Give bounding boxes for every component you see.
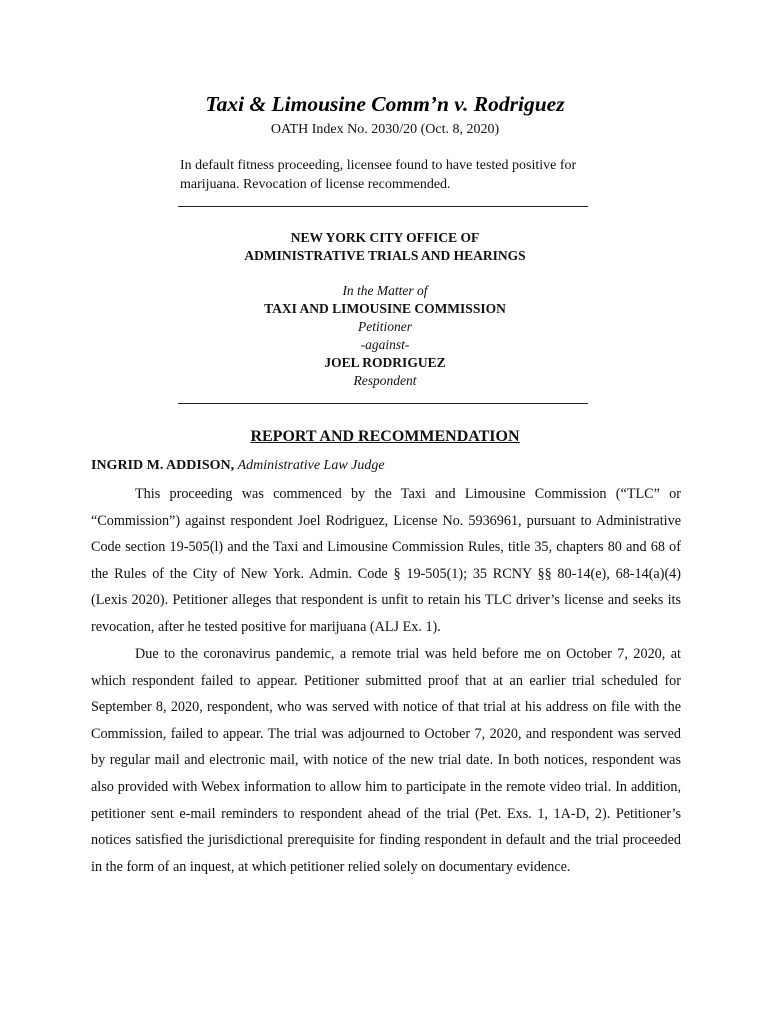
judge-name: INGRID M. ADDISON,: [91, 458, 235, 473]
case-caption: [0, 282, 770, 390]
respondent-name: JOEL RODRIGUEZ: [324, 355, 446, 370]
report-heading: [0, 428, 770, 446]
office-line-1: NEW YORK CITY OFFICE OF: [290, 230, 480, 245]
report-heading-text: REPORT AND RECOMMENDATION: [250, 428, 520, 445]
judge-line: [91, 458, 385, 474]
against-label: -against-: [360, 337, 410, 352]
matter-label: In the Matter of: [342, 283, 428, 298]
office-line-2: ADMINISTRATIVE TRIALS AND HEARINGS: [244, 248, 526, 263]
divider-top: [178, 206, 588, 207]
index-number: OATH Index No. 2030/20 (Oct. 8, 2020): [270, 122, 500, 137]
body-paragraph-1: This proceeding was commenced by the Taxi and Limousine Commission (“TLC” or “Commission”) against respondent Joel Rodriguez, License No. 5936961, pursuant to Administrative Code section 19-505(l) and the Taxi and Limousine Commission Rules, title 35, chapters 80 and 68 of the Rules of the City of New York. Admin. Code § 19-505(1); 35 RCNY §§ 80-14(e), 68-14(a)(4) (Lexis 2020). Petitioner alleges that respondent is unfit to retain his TLC driver’s license and seeks its revocation, after he tested positive for marijuana (ALJ Ex. 1).: [91, 486, 681, 635]
office-name: [0, 229, 770, 265]
case-title: Taxi & Limousine Comm’n v. Rodriguez: [205, 92, 565, 116]
petitioner-label: Petitioner: [358, 319, 412, 334]
judge-role: Administrative Law Judge: [237, 458, 385, 473]
body-paragraph-2: Due to the coronavirus pandemic, a remote trial was held before me on October 7, 2020, at which respondent failed to appear. Petitioner submitted proof that at an earlier trial scheduled for September 8, 2020, respondent, who was served with notice of that trial at his address on file with the Commission, failed to appear. The trial was adjourned to October 7, 2020, and respondent was served by regular mail and electronic mail, with notice of the new trial date. In both notices, respondent was also provided with Webex information to allow him to participate in the remote video trial. In addition, petitioner sent e-mail reminders to respondent ahead of the trial (Pet. Exs. 1, 1A-D, 2). Petitioner’s notices satisfied the jurisdictional prerequisite for finding respondent in default and the trial proceeded in the form of an inquest, at which petitioner relied solely on documentary evidence.: [91, 646, 681, 875]
case-summary: In default fitness proceeding, licensee found to have tested positive for marijuana. Revocation of license recommended.: [180, 158, 577, 192]
respondent-label: Respondent: [353, 373, 417, 388]
divider-bottom: [178, 403, 588, 404]
petitioner-name: TAXI AND LIMOUSINE COMMISSION: [264, 301, 506, 316]
